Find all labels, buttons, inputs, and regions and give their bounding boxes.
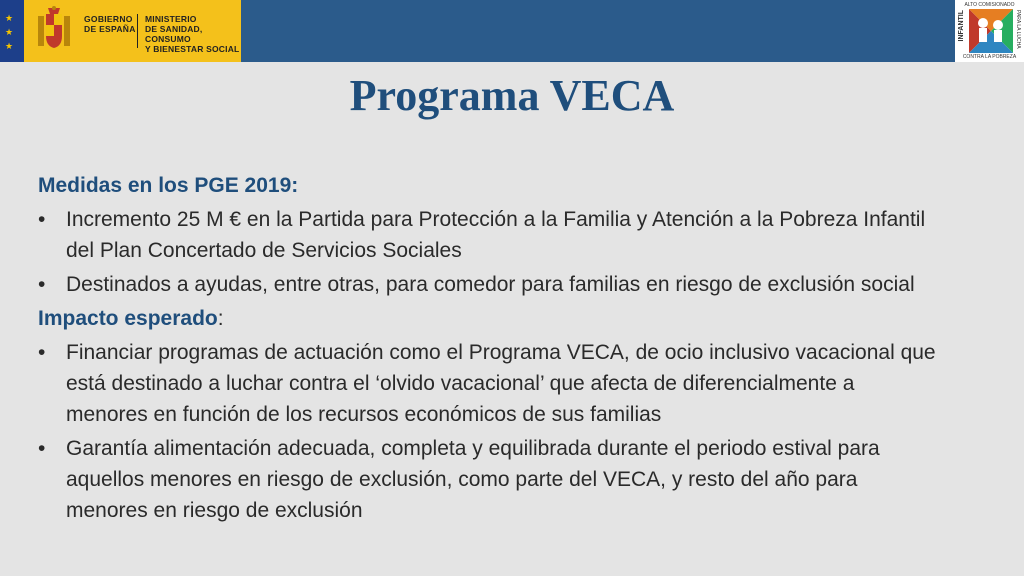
star-icon: ★: [5, 13, 14, 23]
ministry-line-2: DE SANIDAD, CONSUMO: [145, 24, 203, 44]
header-bar: [0, 0, 1024, 62]
gov-line-1: GOBIERNO: [84, 14, 133, 24]
bullet-text: Garantía alimentación adecuada, completa y equilibrada durante el periodo estival para aquellos menores en riesgo de exclusión, como parte del VECA, y resto del año para menores en riesgo de exclusión: [66, 437, 880, 522]
star-icon: ★: [5, 27, 14, 37]
bullet-icon: •: [38, 437, 46, 460]
government-label: [84, 14, 136, 34]
logo-top-text: ALTO COMISIONADO: [964, 2, 1015, 8]
bullet-icon: •: [38, 273, 46, 296]
ministry-label: [145, 14, 241, 54]
section-impacto: [38, 303, 938, 526]
section-medidas: [38, 170, 938, 300]
eu-flag-strip: [0, 0, 24, 62]
bullet-item: [38, 204, 938, 266]
bullet-item: [38, 337, 938, 430]
logo-side-right-text: PARA LA LUCHA: [1015, 10, 1021, 49]
ministry-line-1: MINISTERIO: [145, 14, 197, 24]
section-heading-text: Medidas en los PGE 2019:: [38, 174, 299, 197]
logo-bottom-text: CONTRA LA POBREZA: [962, 54, 1017, 60]
bullet-text: Financiar programas de actuación como el Programa VECA, de ocio inclusivo vacacional que está destinado a luchar contra el ‘olvido vacacional’ que afecta de diferencialmente a menores en función de los recursos económicos de sus familias: [66, 341, 936, 426]
gov-line-2: DE ESPAÑA: [84, 24, 136, 34]
bullet-text: Destinados a ayudas, entre otras, para comedor para familias en riesgo de exclusión social: [66, 273, 915, 296]
section-heading: [38, 303, 938, 334]
bullet-icon: •: [38, 208, 46, 231]
section-heading-text: Impacto esperado: [38, 307, 218, 330]
children-icon: [969, 9, 1013, 53]
divider: [137, 14, 138, 48]
slide-title: Programa VECA: [349, 71, 675, 120]
section-heading-suffix: :: [217, 307, 224, 330]
bullet-item: [38, 433, 938, 526]
coat-of-arms-icon: [34, 6, 74, 54]
ministry-line-3: Y BIENESTAR SOCIAL: [145, 44, 240, 54]
logo-side-left-text: INFANTIL: [958, 10, 965, 42]
alto-comisionado-logo: [955, 0, 1024, 62]
bullet-icon: •: [38, 341, 46, 364]
government-logo: [24, 0, 241, 62]
section-heading: [38, 170, 938, 201]
slide-body: [38, 170, 938, 526]
bullet-item: [38, 269, 938, 300]
bullet-text: Incremento 25 M € en la Partida para Protección a la Familia y Atención a la Pobreza Infantil del Plan Concertado de Servicios Sociales: [66, 208, 926, 262]
star-icon: ★: [5, 41, 14, 51]
